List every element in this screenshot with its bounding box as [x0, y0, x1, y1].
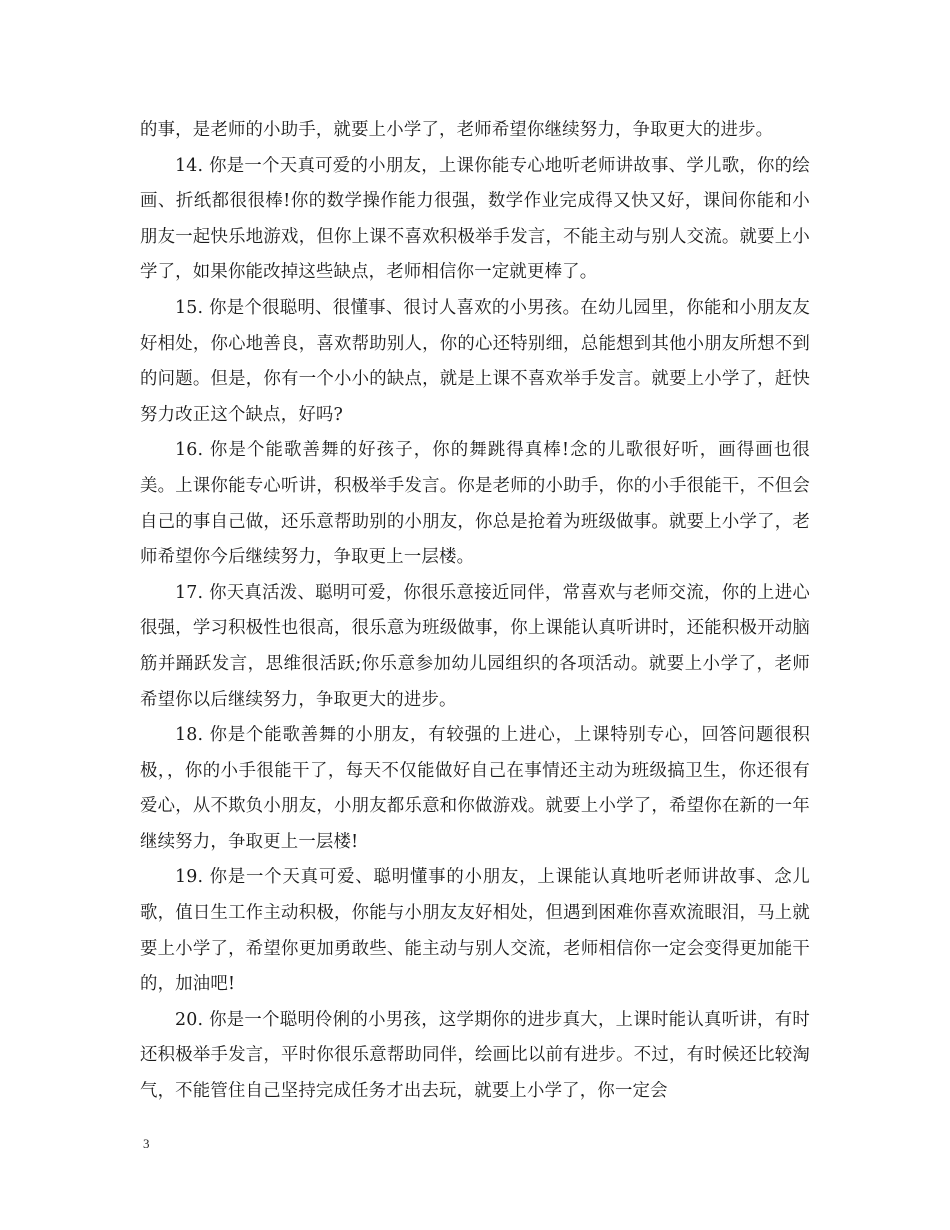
paragraph-continuation: 的事，是老师的小助手，就要上小学了，老师希望你继续努力，争取更大的进步。	[140, 120, 774, 140]
paragraph-item-17: 17. 你天真活泼、聪明可爱，你很乐意接近同伴，常喜欢与老师交流，你的上进心很强，学习积极性也很高，很乐意为班级做事，你上课能认真听讲时，还能积极开动脑筋并踊跃发言，思维很活跃;你乐意参加幼儿园组织的各项活动。就要上小学了，老师希望你以后继续努力，争取更大的进步。	[140, 582, 810, 710]
paragraph-item-15: 15. 你是个很聪明、很懂事、很讨人喜欢的小男孩。在幼儿园里，你能和小朋友友好相处，你心地善良，喜欢帮助别人，你的心还特别细，总能想到其他小朋友所想不到的问题。但是，你有一个小小的缺点，就是上课不喜欢举手发言。就要上小学了，赶快努力改正这个缺点，好吗?	[140, 297, 810, 425]
paragraph-item-18: 18. 你是个能歌善舞的小朋友，有较强的上进心，上课特别专心，回答问题很积极，，你的小手很能干了，每天不仅能做好自己在事情还主动为班级搞卫生，你还很有爱心，从不欺负小朋友，小朋友都乐意和你做游戏。就要上小学了，希望你在新的一年继续努力，争取更上一层楼!	[140, 725, 810, 852]
paragraph-item-14: 14. 你是一个天真可爱的小朋友，上课你能专心地听老师讲故事、学儿歌，你的绘画、折纸都很很棒!你的数学操作能力很强，数学作业完成得又快又好，课间你能和小朋友一起快乐地游戏，但你上课不喜欢积极举手发言，不能主动与别人交流。就要上小学了，如果你能改掉这些缺点，老师相信你一定就更棒了。	[140, 155, 810, 283]
document-body	[140, 113, 810, 1110]
paragraph-item-16: 16. 你是个能歌善舞的好孩子，你的舞跳得真棒!念的儿歌很好听，画得画也很美。上课你能专心听讲，积极举手发言。你是老师的小助手，你的小手很能干，不但会自己的事自己做，还乐意帮助别的小朋友，你总是抢着为班级做事。就要上小学了，老师希望你今后继续努力，争取更上一层楼。	[140, 440, 810, 568]
page-number: 3	[143, 1136, 150, 1151]
paragraph-item-19: 19. 你是一个天真可爱、聪明懂事的小朋友，上课能认真地听老师讲故事、念儿歌，值日生工作主动积极，你能与小朋友友好相处，但遇到困难你喜欢流眼泪，马上就要上小学了，希望你更加勇敢些、能主动与别人交流，老师相信你一定会变得更加能干的，加油吧!	[140, 867, 810, 995]
paragraph-item-20: 20. 你是一个聪明伶俐的小男孩，这学期你的进步真大，上课时能认真听讲，有时还积极举手发言，平时你很乐意帮助同伴，绘画比以前有进步。不过，有时候还比较淘气，不能管住自己坚持完成任务才出去玩，就要上小学了，你一定会	[140, 1009, 810, 1102]
